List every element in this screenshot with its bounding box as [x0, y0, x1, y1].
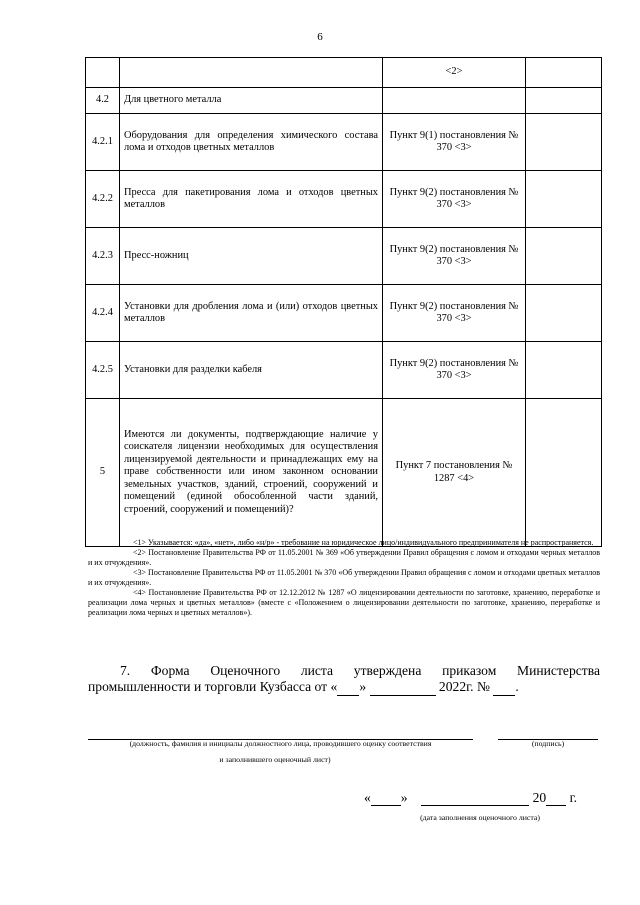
cell-ref: <2> [383, 58, 526, 88]
cell-ref: Пункт 9(2) постановления № 370 <3> [383, 228, 526, 285]
date-day-blank [371, 792, 401, 806]
item-7-end: . [515, 679, 519, 694]
month-blank [370, 679, 436, 696]
date-open-quote: « [364, 790, 371, 805]
cell-num: 4.2 [86, 88, 120, 114]
date-year-blank [546, 792, 566, 806]
table-row [86, 171, 602, 228]
number-blank [493, 679, 515, 696]
cell-num: 4.2.4 [86, 285, 120, 342]
cell-answer [526, 342, 602, 399]
table-row [86, 342, 602, 399]
position-caption: (должность, фамилия и инициалы должностного лица, проводившего оценку соответствия [129, 739, 432, 748]
footnote: <2> Постановление Правительства РФ от 11.05.2001 № 369 «Об утверждении Правил обращения с ломом и отходами черных металлов и их отчуждения». [88, 548, 600, 567]
footnote: <4> Постановление Правительства РФ от 12.12.2012 № 1287 «О лицензировании деятельности по заготовке, хранению, переработке и реализации лома черных и цветных металлов» (вместе с «Положением о лицензировании деятельности по заготовке, хранению, переработке и реализации лома черных и цветных металлов»). [88, 588, 600, 617]
cell-num [86, 58, 120, 88]
table-row [86, 228, 602, 285]
item-7-paragraph [88, 663, 600, 696]
cell-ref: Пункт 9(2) постановления № 370 <3> [383, 171, 526, 228]
cell-answer [526, 228, 602, 285]
date-close-quote: » [400, 790, 408, 805]
cell-answer [526, 285, 602, 342]
cell-desc: Имеются ли документы, подтверждающие наличие у соискателя лицензии необходимых для осуществления лицензируемой деятельности и принадлежащих ему на праве собственности или ином законном основании земельных участков, зданий, строений, сооружений и помещений (единой обособленной части зданий, строений, сооружений и помещений)? [120, 399, 383, 547]
cell-ref: Пункт 7 постановления № 1287 <4> [383, 399, 526, 547]
signature-caption: (подпись) [531, 739, 565, 748]
day-blank [337, 679, 359, 696]
cell-desc: Пресса для пакетирования лома и отходов цветных металлов [120, 171, 383, 228]
cell-answer [526, 88, 602, 114]
cell-desc: Пресс-ножниц [120, 228, 383, 285]
item-7-year: 2022г. № [438, 679, 490, 694]
date-year-prefix: 20 [532, 790, 547, 805]
date-row [364, 790, 604, 806]
cell-num: 4.2.5 [86, 342, 120, 399]
table-row [86, 114, 602, 171]
cell-answer [526, 171, 602, 228]
table-row [86, 285, 602, 342]
cell-num: 4.2.3 [86, 228, 120, 285]
item-7-text: 7. Форма Оценочного листа утверждена приказом Министерства промышленности и торговли Кузбасса от « [88, 663, 600, 694]
cell-desc: Установки для разделки кабеля [120, 342, 383, 399]
cell-ref [383, 88, 526, 114]
cell-answer [526, 58, 602, 88]
footnote: <3> Постановление Правительства РФ от 11.05.2001 № 370 «Об утверждении Правил обращения с ломом и отходами цветных металлов и их отчуждения». [88, 568, 600, 587]
item-7-quote: » [359, 679, 367, 694]
cell-desc [120, 58, 383, 88]
date-caption: (дата заполнения оценочного листа) [420, 813, 540, 822]
footnotes [88, 538, 600, 618]
table-row [86, 88, 602, 114]
date-year-suffix: г. [569, 790, 578, 805]
checklist-table [85, 57, 602, 547]
footnote: <1> Указывается: «да», «нет», либо «н/р» - требование на юридическое лицо/индивидуального предпринимателя не распространяется. [133, 538, 594, 547]
table-row [86, 399, 602, 547]
cell-ref: Пункт 9(1) постановления № 370 <3> [383, 114, 526, 171]
cell-ref: Пункт 9(2) постановления № 370 <3> [383, 342, 526, 399]
cell-ref: Пункт 9(2) постановления № 370 <3> [383, 285, 526, 342]
cell-desc: Оборудования для определения химического состава лома и отходов цветных металлов [120, 114, 383, 171]
position-caption-2: и заполнившего оценочный лист) [219, 755, 331, 764]
cell-desc: Для цветного металла [120, 88, 383, 114]
table-row [86, 58, 602, 88]
cell-num: 4.2.1 [86, 114, 120, 171]
cell-num: 4.2.2 [86, 171, 120, 228]
date-month-blank [421, 792, 529, 806]
cell-desc: Установки для дробления лома и (или) отходов цветных металлов [120, 285, 383, 342]
cell-answer [526, 399, 602, 547]
page-number: 6 [317, 31, 323, 43]
cell-answer [526, 114, 602, 171]
cell-num: 5 [86, 399, 120, 547]
